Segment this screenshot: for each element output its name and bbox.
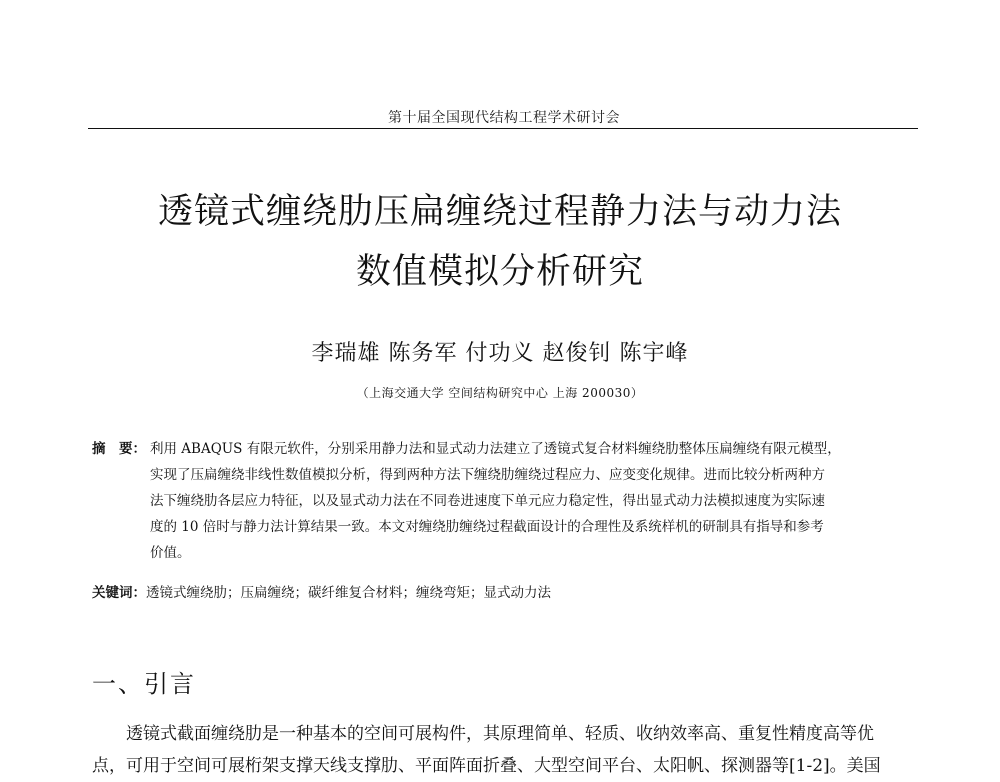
abstract-line: 利用 ABAQUS 有限元软件，分别采用静力法和显式动力法建立了透镜式复合材料缠绕肋整体压扁缠绕有限元模型， [150,441,841,457]
paper-title [60,182,940,302]
abstract-label: 摘 要： [92,441,146,457]
abstract-line: 价值。 [150,545,191,561]
author-list: 李瑞雄 陈务军 付功义 赵俊钊 陈宇峰 [311,341,689,366]
title-line-1: 透镜式缠绕肋压扁缠绕过程静力法与动力法 [157,192,842,232]
abstract-line: 度的 10 倍时与静力法计算结果一致。本文对缠绕肋缠绕过程截面设计的合理性及系统样机的研制具有指导和参考 [150,519,824,535]
keywords [92,580,918,606]
body-line: 点，可用于空间可展桁架支撑天线支撑肋、平面阵面折叠、大型空间平台、太阳帆、探测器等[1-2]。美国 [92,756,881,776]
running-header: 第十届全国现代结构工程学术研讨会 [388,110,620,126]
section-heading: 一、引言 [92,670,196,698]
header-rule [88,128,918,129]
affiliation: （上海交通大学 空间结构研究中心 上海 200030） [356,386,644,400]
abstract [92,436,918,566]
body-paragraph [92,718,918,782]
keywords-label: 关键词： [92,585,146,601]
abstract-body [150,436,918,566]
abstract-line: 法下缠绕肋各层应力特征，以及显式动力法在不同卷进速度下单元应力稳定性，得出显式动力法模拟速度为实际速 [150,493,825,509]
keywords-text: 透镜式缠绕肋；压扁缠绕；碳纤维复合材料；缠绕弯矩；显式动力法 [146,585,551,601]
body-line: 透镜式截面缠绕肋是一种基本的空间可展构件，其原理简单、轻质、收纳效率高、重复性精度高等优 [126,724,874,744]
abstract-line: 实现了压扁缠绕非线性数值模拟分析，得到两种方法下缠绕肋缠绕过程应力、应变变化规律。进而比较分析两种方 [150,467,825,483]
title-line-2: 数值模拟分析研究 [355,252,644,292]
